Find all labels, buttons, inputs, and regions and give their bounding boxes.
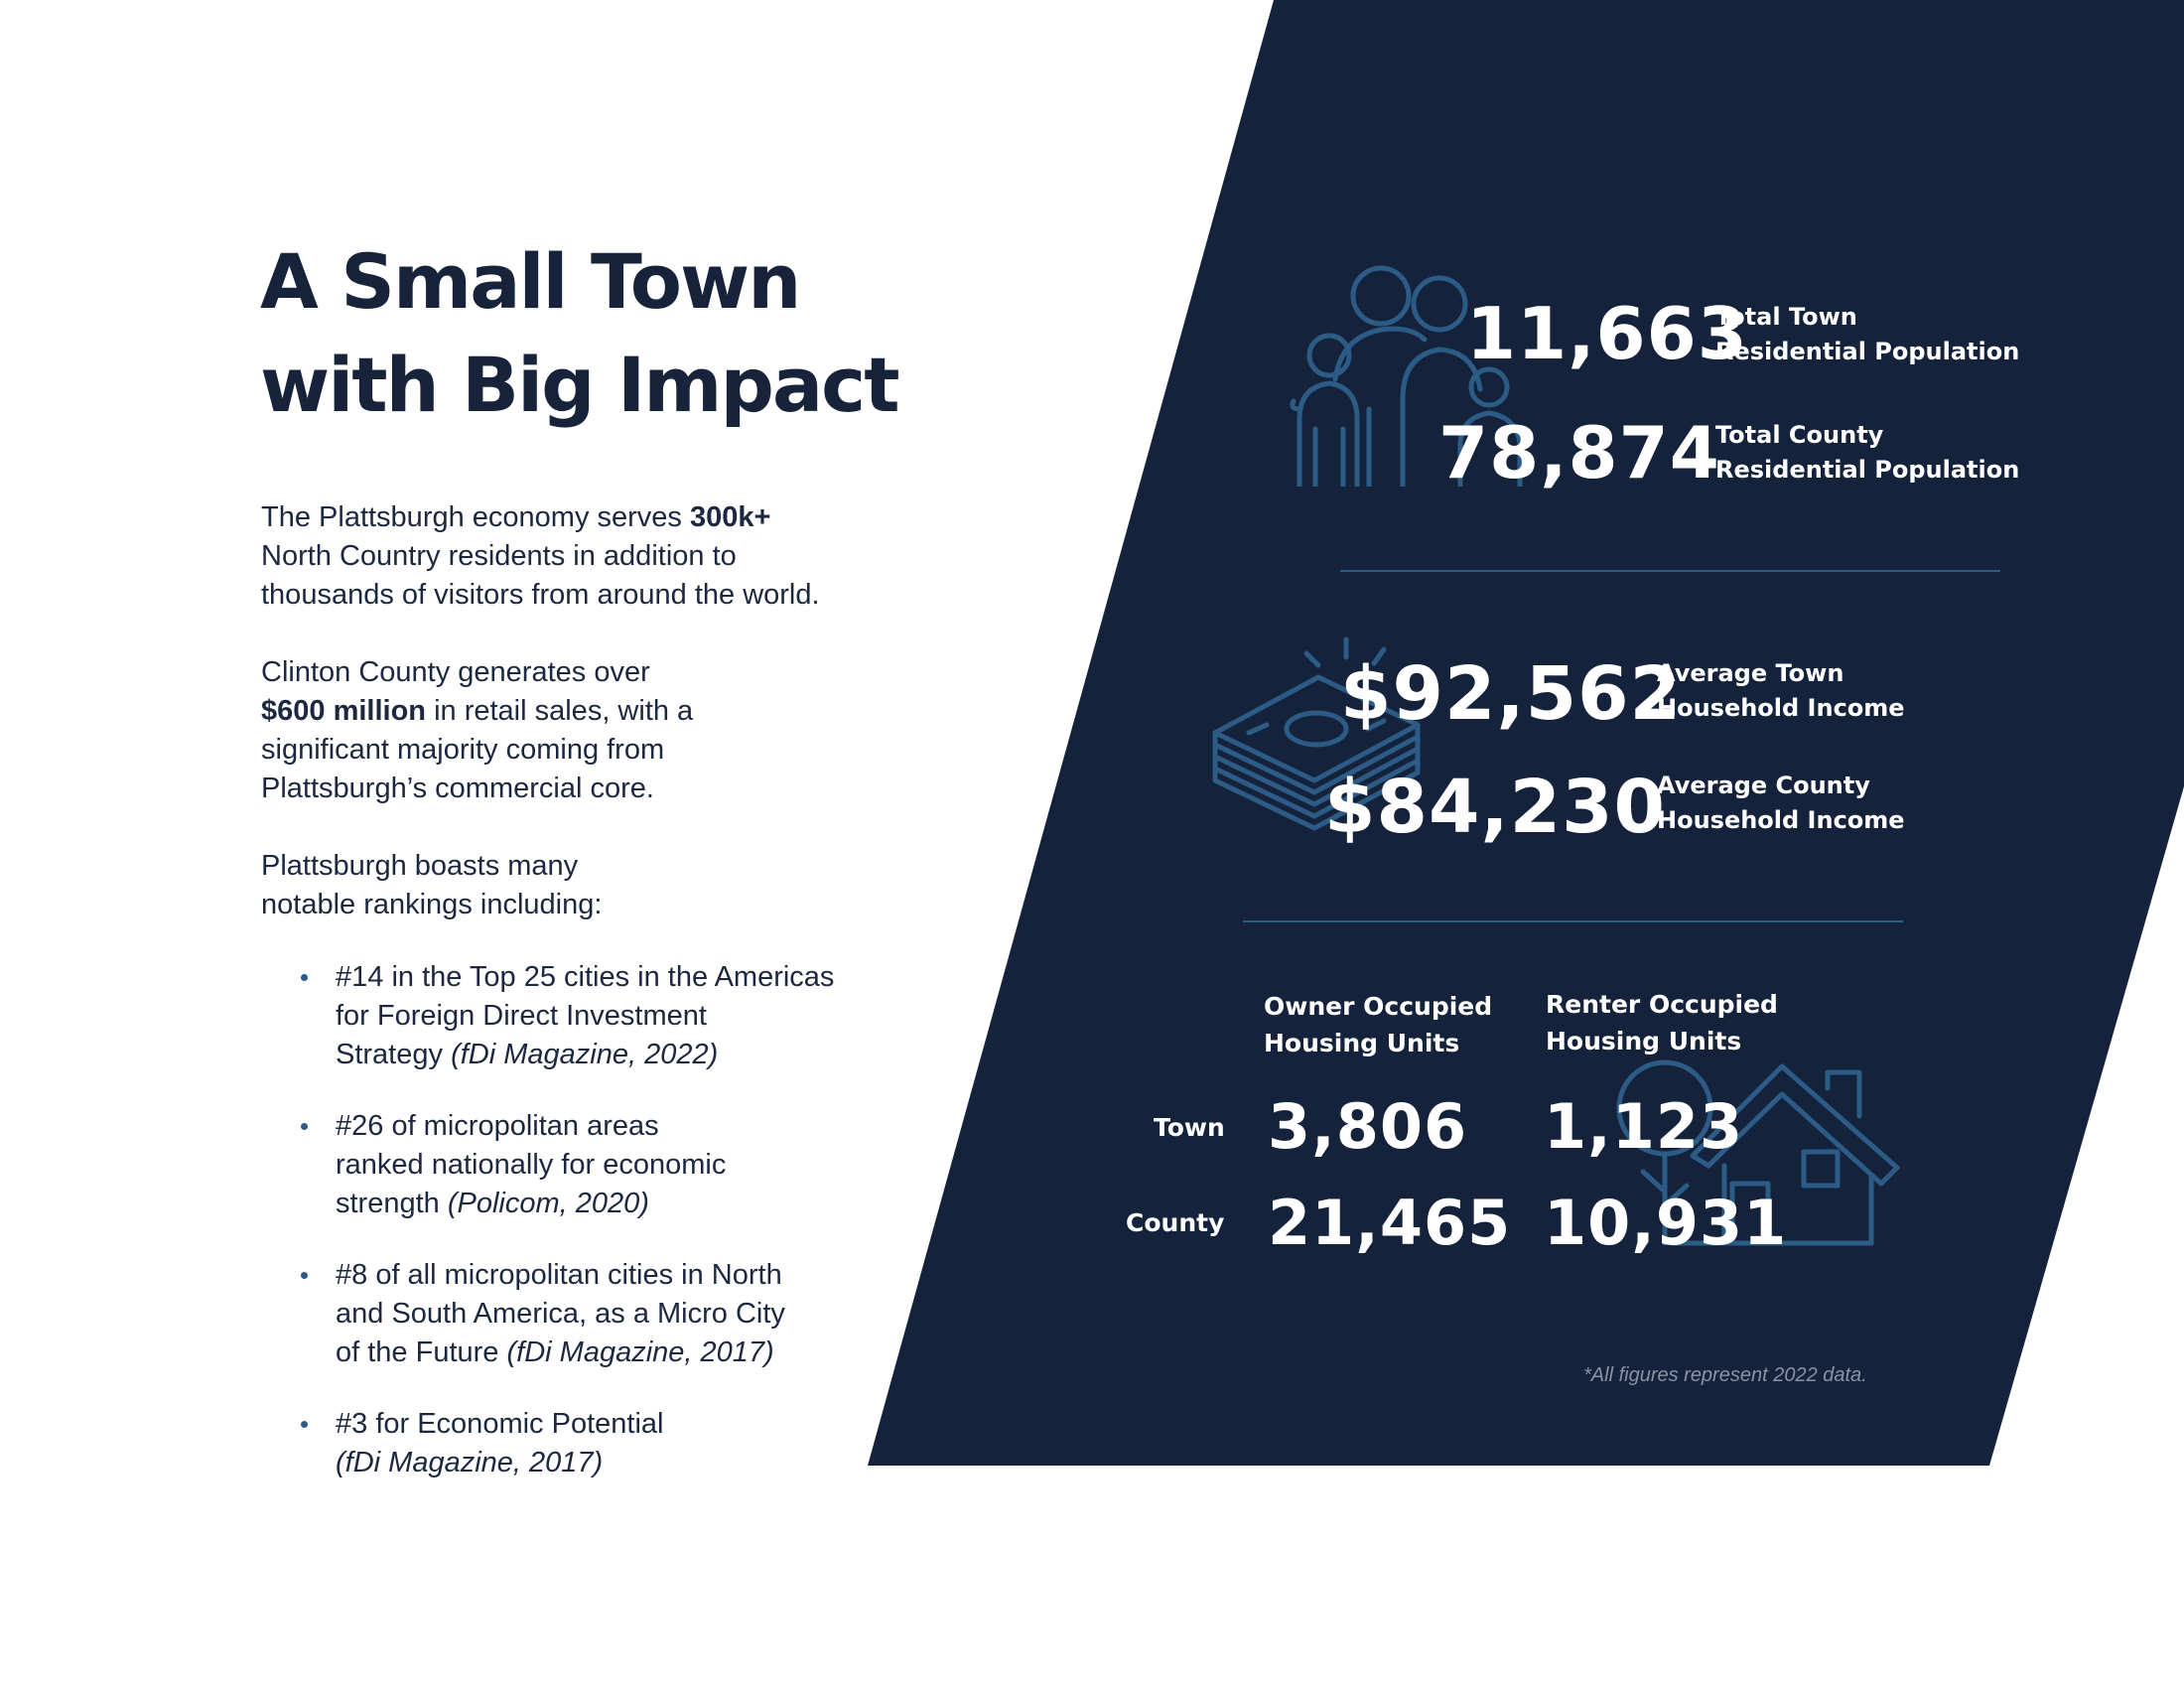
list-item: #3 for Economic Potential (fDi Magazine, 2017) — [261, 1405, 896, 1482]
section-divider — [1340, 570, 2000, 572]
county-renter-value: 10,931 — [1544, 1187, 1788, 1259]
list-item: #26 of micropolitan areas ranked nationally for economic strength (Policom, 2020) — [261, 1107, 896, 1223]
data-footnote: *All figures represent 2022 data. — [1583, 1364, 1867, 1386]
residents-highlight: 300k+ — [689, 501, 771, 533]
rankings-intro: Plattsburgh boasts many notable rankings including: — [261, 850, 603, 920]
county-population-label: Total County Residential Population — [1715, 421, 2020, 484]
headline-line-2: with Big Impact — [260, 341, 898, 429]
county-population-value: 78,874 — [1438, 411, 1720, 494]
list-item: #8 of all micropolitan cities in North and South America, as a Micro City of the Future (fDi Magazine, 2017) — [261, 1256, 896, 1372]
page-title — [260, 230, 898, 437]
town-income-label: Average Town Household Income — [1657, 659, 1905, 722]
town-population-label: Total Town Residential Population — [1715, 303, 2020, 365]
headline-line-1: A Small Town — [260, 237, 800, 326]
county-row-label: County — [1126, 1208, 1225, 1237]
economy-paragraph: The Plattsburgh economy serves 300k+ North Country residents in addition to thousands of visitors from around the world. — [261, 501, 820, 611]
section-divider — [1243, 920, 1903, 922]
town-owner-value: 3,806 — [1268, 1090, 1468, 1163]
town-renter-value: 1,123 — [1544, 1090, 1744, 1163]
owner-occupied-header: Owner Occupied Housing Units — [1264, 992, 1493, 1057]
county-owner-value: 21,465 — [1268, 1187, 1512, 1259]
rankings-list — [261, 958, 896, 1515]
town-row-label: Town — [1154, 1113, 1225, 1142]
ranking-source: (fDi Magazine, 2022) — [451, 1039, 719, 1070]
town-population-value: 11,663 — [1466, 292, 1748, 375]
county-income-value: $84,230 — [1324, 765, 1667, 850]
list-item: #14 in the Top 25 cities in the Americas for Foreign Direct Investment Strategy (fDi Magazine, 2022) — [261, 958, 896, 1074]
county-income-label: Average County Household Income — [1657, 772, 1905, 834]
retail-highlight: $600 million — [261, 695, 427, 727]
ranking-source: (fDi Magazine, 2017) — [506, 1336, 774, 1368]
ranking-source: (Policom, 2020) — [447, 1188, 649, 1219]
town-income-value: $92,562 — [1340, 651, 1683, 737]
ranking-source: (fDi Magazine, 2017) — [336, 1447, 604, 1478]
retail-paragraph: Clinton County generates over $600 million in retail sales, with a significant majority coming from Plattsburgh’s commercial core. — [261, 656, 694, 804]
renter-occupied-header: Renter Occupied Housing Units — [1546, 990, 1778, 1055]
